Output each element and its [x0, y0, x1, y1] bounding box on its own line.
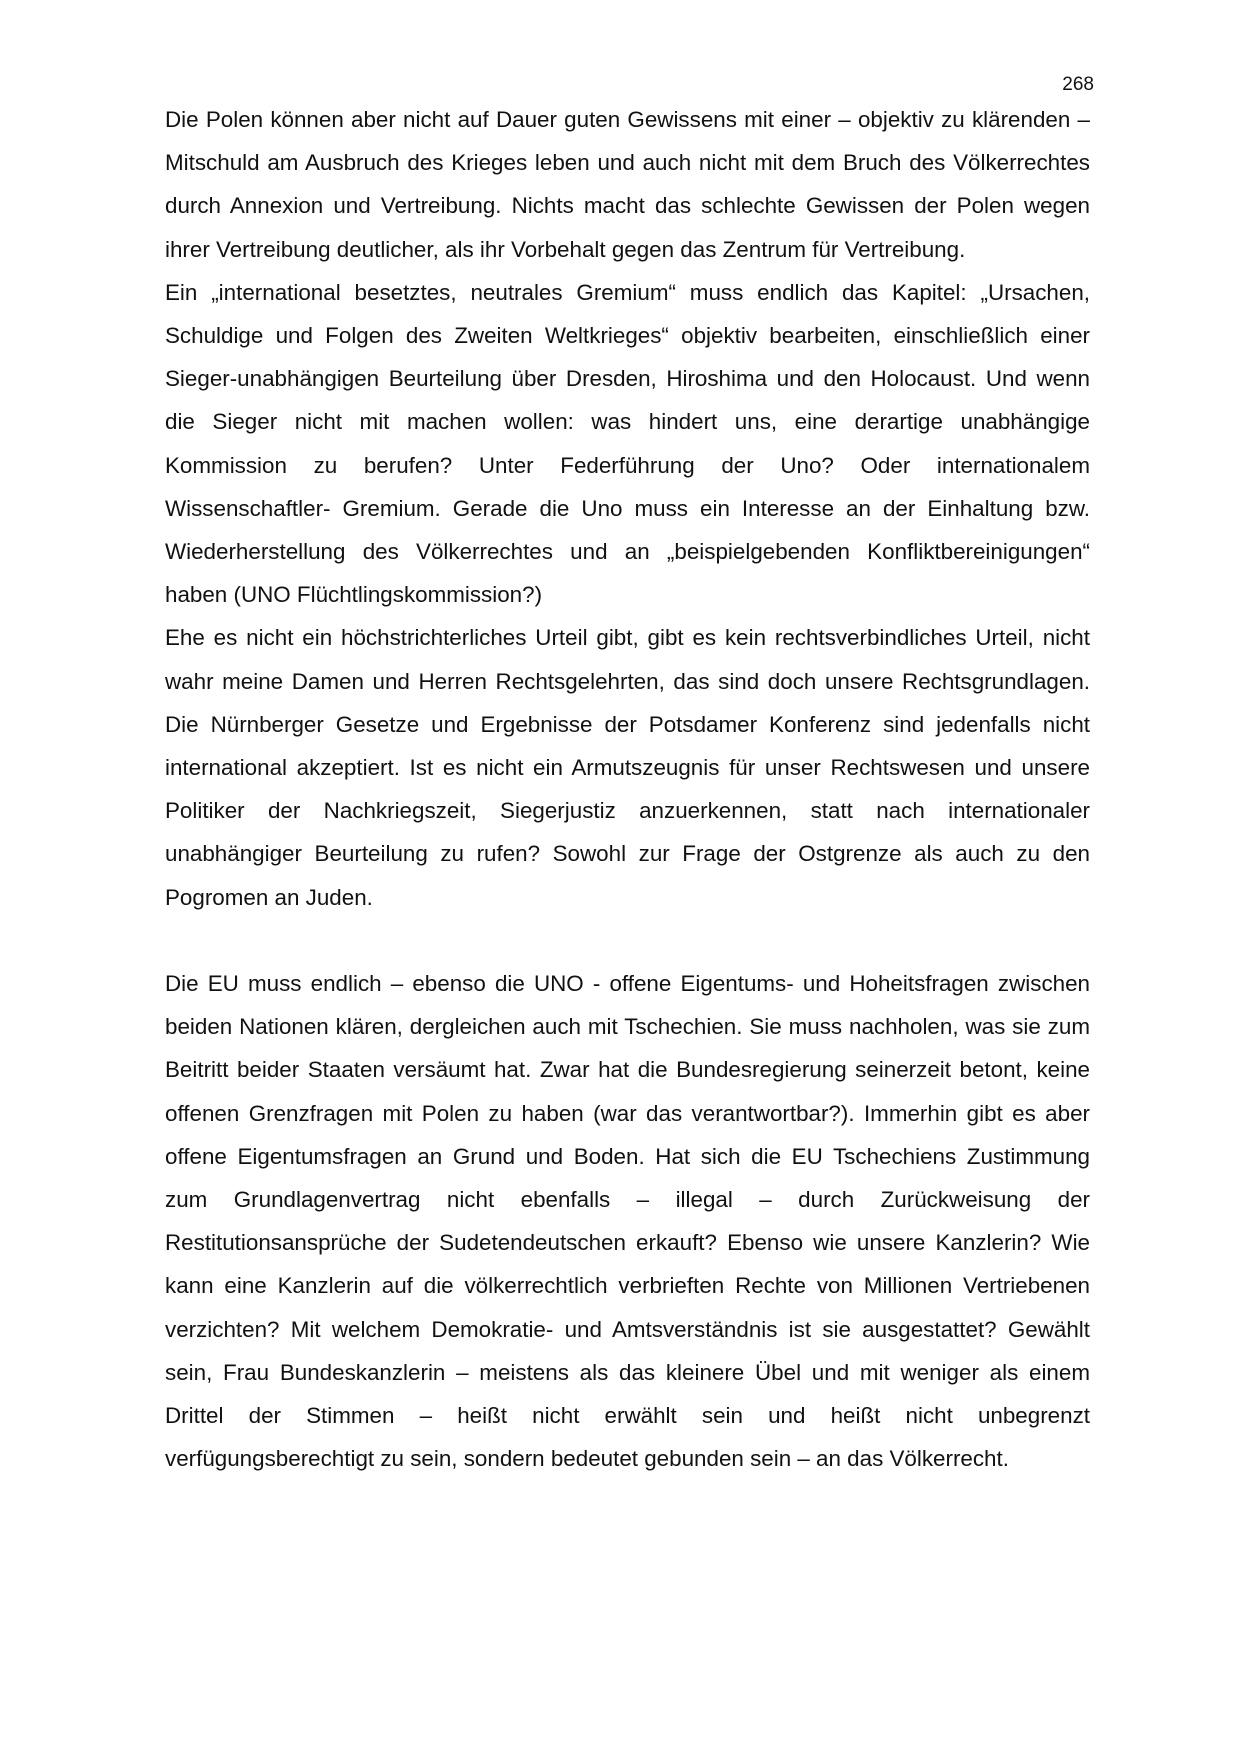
paragraph-polen-gewissen: Die Polen können aber nicht auf Dauer guten Gewissens mit einer – objektiv zu klärenden – Mitschuld am Ausbruch des Krieges leben und auch nicht mit dem Bruch des Völkerrechtes durch Annexion und Vertreibung. Nichts macht das schlechte Gewissen der Polen wegen ihrer Vertreibung deutlicher, als ihr Vorbehalt gegen das Zentrum für Vertreibung.	[165, 107, 1090, 262]
paragraph-urteil: Ehe es nicht ein höchstrichterliches Urteil gibt, gibt es kein rechtsverbindliches Urteil, nicht wahr meine Damen und Herren Rechtsgelehrten, das sind doch unsere Rechtsgrundlagen. Die Nürnberger Gesetze und Ergebnisse der Potsdamer Konferenz sind jedenfalls nicht international akzeptiert. Ist es nicht ein Armutszeugnis für unser Rechtswesen und unsere Politiker der Nachkriegszeit, Siegerjustiz anzuerkennen, statt nach internationaler unabhängiger Beurteilung zu rufen? Sowohl zur Frage der Ostgrenze als auch zu den Pogromen an Juden.	[165, 625, 1090, 910]
paragraph-eu-uno: Die EU muss endlich – ebenso die UNO - offene Eigentums- und Hoheitsfragen zwischen beiden Nationen klären, dergleichen auch mit Tschechien. Sie muss nachholen, was sie zum Beitritt beider Staaten versäumt hat. Zwar hat die Bundesregierung seinerzeit betont, keine offenen Grenzfragen mit Polen zu haben (war das verantwortbar?). Immerhin gibt es aber offene Eigentumsfragen an Grund und Boden. Hat sich die EU Tschechiens Zustimmung zum Grundlagenvertrag nicht ebenfalls – illegal – durch Zurückweisung der Restitutionsansprüche der Sudetendeutschen erkauft? Ebenso wie unsere Kanzlerin? Wie kann eine Kanzlerin auf die völkerrechtlich verbrieften Rechte von Millionen Vertriebenen verzichten? Mit welchem Demokratie- und Amtsverständnis ist sie ausgestattet? Gewählt sein, Frau Bundeskanzlerin – meistens als das kleinere Übel und mit weniger als einem Drittel der Stimmen – heißt nicht erwählt sein und heißt nicht unbegrenzt verfügungsberechtigt zu sein, sondern bedeutet gebunden sein – an das Völkerrecht.	[165, 971, 1090, 1472]
paragraph-gremium: Ein „international besetztes, neutrales Gremium“ muss endlich das Kapitel: „Ursachen, Schuldige und Folgen des Zweiten Weltkrieges“ objektiv bearbeiten, einschließlich einer Sieger-unabhängigen Beurteilung über Dresden, Hiroshima und den Holocaust. Und wenn die Sieger nicht mit machen wollen: was hindert uns, eine derartige unabhängige Kommission zu berufen? Unter Federführung der Uno? Oder internationalem Wissenschaftler- Gremium. Gerade die Uno muss ein Interesse an der Einhaltung bzw. Wiederherstellung des Völkerrechtes und an „beispielgebenden Konfliktbereinigungen“ haben (UNO Flüchtlingskommission?)	[165, 279, 1090, 608]
body-text	[165, 98, 1090, 1480]
page-number: 268	[1062, 74, 1094, 95]
